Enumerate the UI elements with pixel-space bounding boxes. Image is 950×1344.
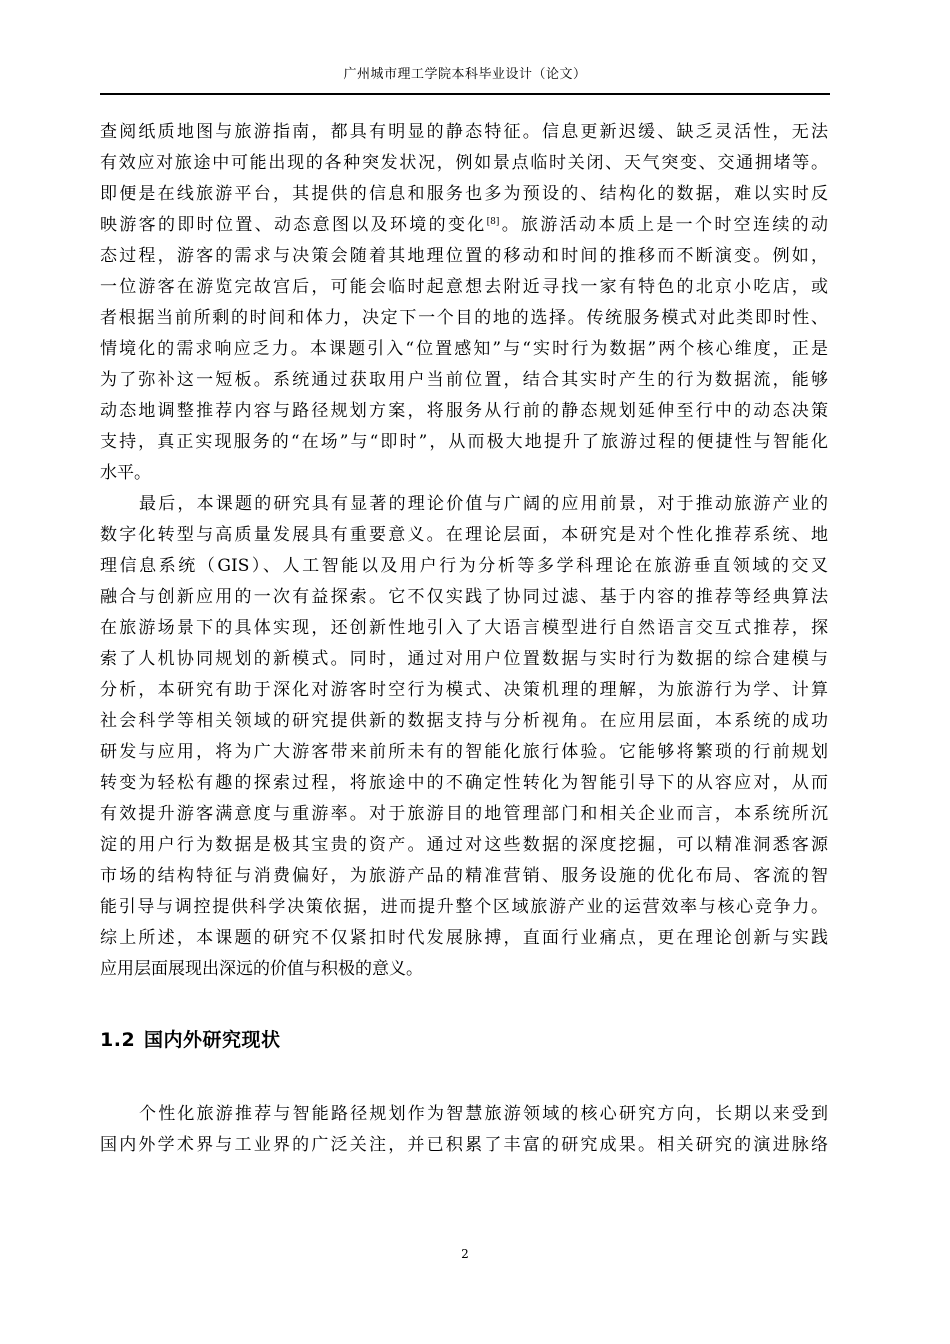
text-line: 即便是在线旅游平台，其提供的信息和服务也多为预设的、结构化的数据，难以实时反 <box>100 184 828 204</box>
running-header: 广州城市理工学院本科毕业设计（论文） <box>343 67 587 82</box>
text-line: 能引导与调控提供科学决策依据，进而提升整个区域旅游产业的运营效率与核心竞争力。 <box>100 897 828 917</box>
text-line: 一位游客在游览完故宫后，可能会临时起意想去附近寻找一家有特色的北京小吃店，或 <box>100 277 828 297</box>
text-line: 国内外学术界与工业界的广泛关注，并已积累了丰富的研究成果。相关研究的演进脉络 <box>100 1135 828 1155</box>
text-line: 有效提升游客满意度与重游率。对于旅游目的地管理部门和相关企业而言，本系统所沉 <box>100 804 828 824</box>
text-line: 市场的结构特征与消费偏好，为旅游产品的精准营销、服务设施的优化布局、客流的智 <box>100 866 828 886</box>
text-line: 淀的用户行为数据是极其宝贵的资产。通过对这些数据的深度挖掘，可以精准洞悉客源 <box>100 835 828 855</box>
text-line: 索了人机协同规划的新模式。同时，通过对用户位置数据与实时行为数据的综合建模与 <box>100 649 828 669</box>
text-line: 在旅游场景下的具体实现，还创新性地引入了大语言模型进行自然语言交互式推荐，探 <box>100 618 828 638</box>
section-number: 1.2 <box>100 1029 136 1051</box>
text-line: 有效应对旅途中可能出现的各种突发状况，例如景点临时关闭、天气突变、交通拥堵等。 <box>100 153 828 173</box>
page-body <box>100 117 828 1161</box>
text-line: 情境化的需求响应乏力。本课题引入“位置感知”与“实时行为数据”两个核心维度，正是 <box>100 339 828 359</box>
paragraph <box>100 1099 828 1161</box>
page-number: 2 <box>461 1247 469 1261</box>
text-line: 研发与应用，将为广大游客带来前所未有的智能化旅行体验。它能够将繁琐的行前规划 <box>100 742 828 762</box>
text-line: 者根据当前所剩的时间和体力，决定下一个目的地的选择。传统服务模式对此类即时性、 <box>100 308 828 328</box>
text-line <box>100 210 828 241</box>
text-line: 查阅纸质地图与旅游指南，都具有明显的静态特征。信息更新迟缓、缺乏灵活性，无法 <box>100 122 828 142</box>
section-heading <box>100 1023 828 1057</box>
text-line: 应用层面展现出深远的价值与积极的意义。 <box>100 959 423 979</box>
text-segment: 。旅游活动本质上是一个时空连续的动 <box>499 215 829 235</box>
text-line: 分析，本研究有助于深化对游客时空行为模式、决策机理的理解，为旅游行为学、计算 <box>100 680 828 700</box>
text-line: 个性化旅游推荐与智能路径规划作为智慧旅游领域的核心研究方向，长期以来受到 <box>139 1104 828 1124</box>
text-line: 综上所述，本课题的研究不仅紧扣时代发展脉搏，直面行业痛点，更在理论创新与实践 <box>100 928 828 948</box>
spacer <box>100 985 828 1023</box>
text-line: 融合与创新应用的一次有益探索。它不仅实践了协同过滤、基于内容的推荐等经典算法 <box>100 587 828 607</box>
text-line: 态过程，游客的需求与决策会随着其地理位置的移动和时间的推移而不断演变。例如， <box>100 246 828 266</box>
citation: [8] <box>486 217 500 227</box>
text-line: 社会科学等相关领域的研究提供新的数据支持与分析视角。在应用层面，本系统的成功 <box>100 711 828 731</box>
text-line: 水平。 <box>100 463 151 483</box>
text-line: 动态地调整推荐内容与路径规划方案，将服务从行前的静态规划延伸至行中的动态决策 <box>100 401 828 421</box>
text-line: 最后，本课题的研究具有显著的理论价值与广阔的应用前景，对于推动旅游产业的 <box>139 494 828 514</box>
paragraph <box>100 117 828 489</box>
text-segment: 映游客的即时位置、动态意图以及环境的变化 <box>100 215 487 235</box>
paragraph <box>100 489 828 985</box>
spacer <box>100 1057 828 1099</box>
text-line: 为了弥补这一短板。系统通过获取用户当前位置，结合其实时产生的行为数据流，能够 <box>100 370 828 390</box>
text-line: 理信息系统（GIS）、人工智能以及用户行为分析等多学科理论在旅游垂直领域的交叉 <box>100 556 828 576</box>
header-rule <box>100 93 830 95</box>
section-title: 国内外研究现状 <box>144 1029 281 1051</box>
text-line: 数字化转型与高质量发展具有重要意义。在理论层面，本研究是对个性化推荐系统、地 <box>100 525 828 545</box>
text-line: 转变为轻松有趣的探索过程，将旅途中的不确定性转化为智能引导下的从容应对，从而 <box>100 773 828 793</box>
text-line: 支持，真正实现服务的“在场”与“即时”，从而极大地提升了旅游过程的便捷性与智能化 <box>100 432 828 452</box>
